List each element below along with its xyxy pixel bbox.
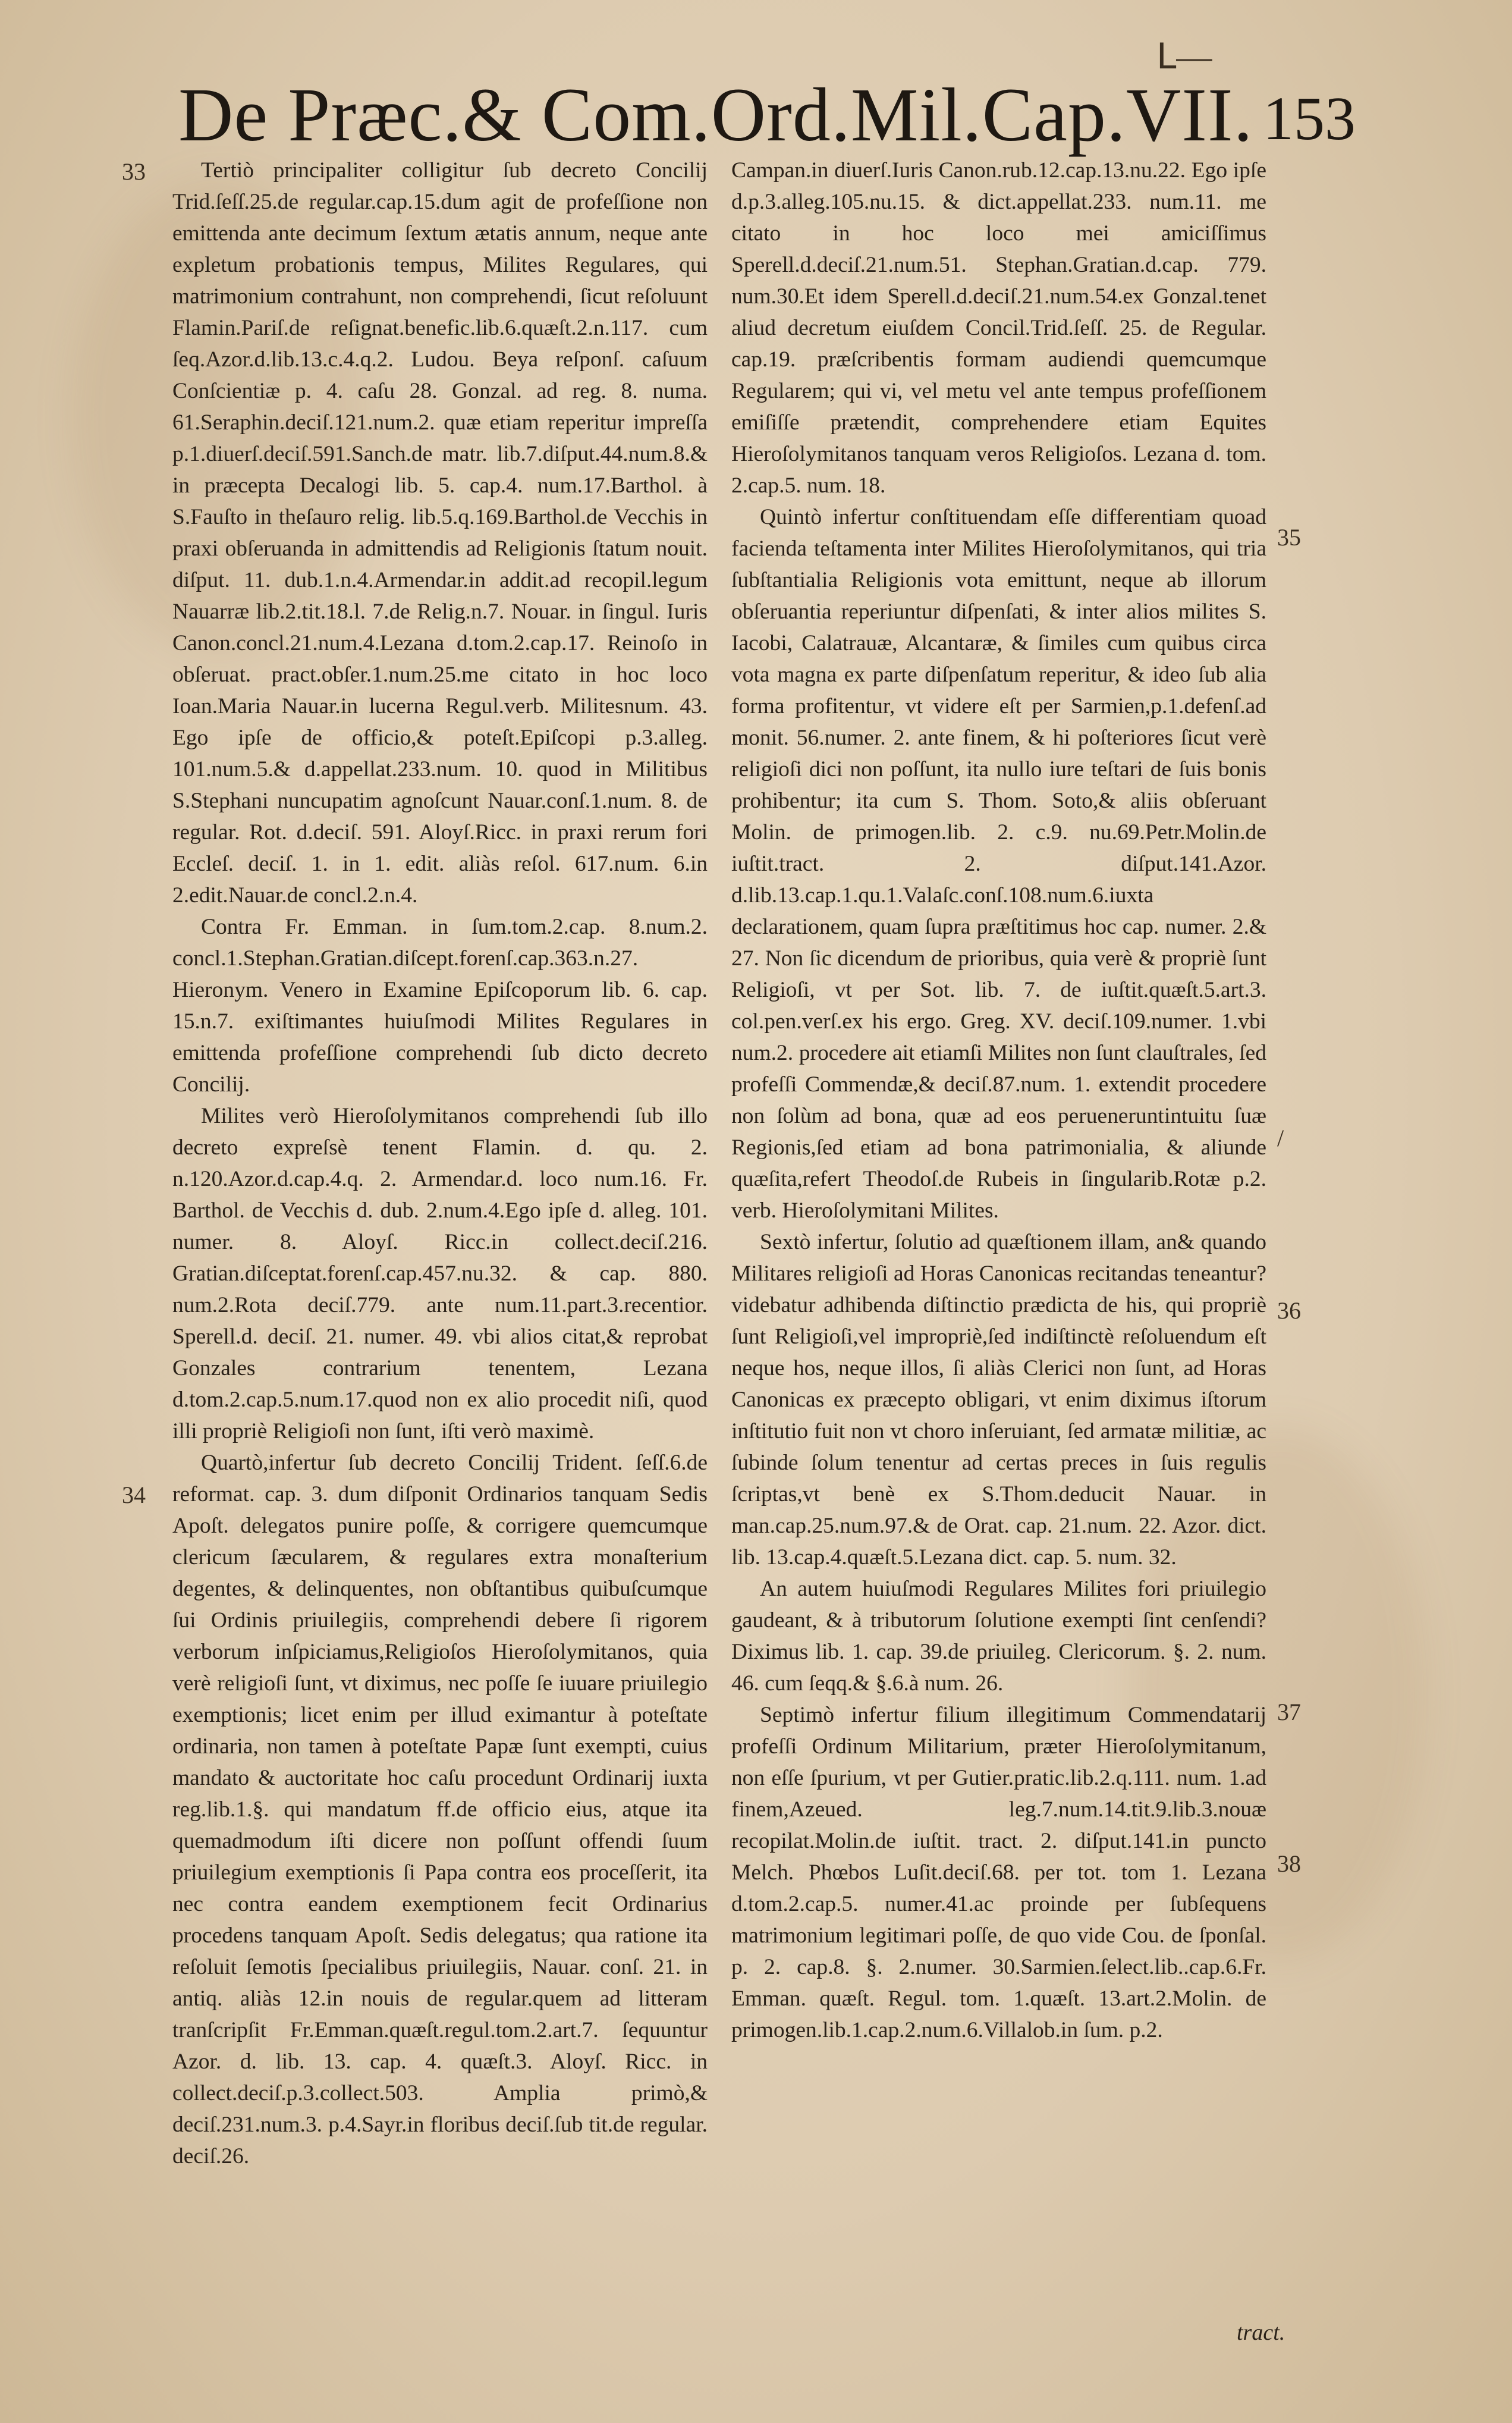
paragraph-34: Quartò,infertur ſub decreto Concilij Trident. ſeſſ.6.de reformat. cap. 3. dum diſponit Ordinarios tanquam Sedis Apoſt. delegatos punire poſſe, & corrigere quemcumque clericum ſæcularem, & regulares extra monaſterium degentes, & delinquentes, non obſtantibus quibuſcumque ſui Ordinis priuilegiis, comprehendi debere ſi rigorem verborum inſpiciamus,Religioſos Hieroſolymitanos, quia verè religioſi ſunt, vt diximus, nec poſſe ſe iuuare priuilegio exemptionis; licet enim per illud eximantur à poteſtate ordinaria, non tamen à poteſtate Papæ ſunt exempti, cuius mandato & auctoritate hoc caſu procedunt Ordinarij iuxta reg.lib.1.§. qui mandatum ff.de officio eius, atque ita quemadmodum iſti dicere non poſſunt offendi ſuum priuilegium exemptionis ſi Papa contra eos proceſſerit, ita nec contra eandem exemptionem fecit Ordinarius procedens tanquam Apoſt. Sedis delegatus; qua ratione ita reſoluit ſemotis ſpecialibus priuilegiis, Nauar. conſ. 21. in antiq. aliàs 12.in nouis de regular.quem ad litteram tranſcripſit Fr.Emman.quæſt.regul.tom.2.art.7. ſequuntur Azor. d. lib. 13. cap. 4. quæſt.3. Aloyſ. Ricc. in collect.deciſ.p.3.collect.503. Amplia primò,& deciſ.231.num.3. p.4.Sayr.in floribus deciſ.ſub tit.de regular. deciſ.26.	[172, 1451, 708, 2168]
paragraph-contra: Contra Fr. Emman. in ſum.tom.2.cap. 8.num.2. concl.1.Stephan.Gratian.diſcept.forenſ.cap.363.n.27. Hieronym. Venero in Examine Epiſcoporum lib. 6. cap. 15.n.7. exiſtimantes huiuſmodi Milites Regulares in emittenda profeſſione comprehendi ſub dicto decreto Concilij.	[172, 915, 708, 1097]
marginal-number-34: 34	[122, 1482, 146, 1508]
marginal-number-37: 37	[1277, 1699, 1301, 1725]
marginal-number-38: 38	[1277, 1850, 1301, 1877]
paragraph-36: Sextò infertur, ſolutio ad quæſtionem illam, an& quando Militares religioſi ad Horas Canonicas recitandas teneantur? videbatur adhibenda diſtinctio prædicta de his, qui propriè ſunt Religioſi,vel impropriè,ſed indiſtinctè reſoluendum eſt neque hos, neque illos, ſi aliàs Clerici non ſunt, ad Horas Canonicas ex præcepto obligari, vt enim diximus iſtorum inſtitutio fuit non vt choro inſeruiant, ſed armatæ militiæ, ac ſubinde ſolum tenentur ad certas preces in ſuis regulis ſcriptas,vt benè ex S.Thom.deducit Nauar. in man.cap.25.num.97.& de Orat. cap. 21.num. 22. Azor. dict. lib. 13.cap.4.quæſt.5.Lezana dict. cap. 5. num. 32.	[731, 1230, 1266, 1570]
paragraph-milites: Milites verò Hieroſolymitanos comprehendi ſub illo decreto expreſsè tenent Flamin. d. qu. 2. n.120.Azor.d.cap.4.q. 2. Armendar.d. loco num.16. Fr. Barthol. de Vecchis d. dub. 2.num.4.Ego ipſe d. alleg. 101. numer. 8. Aloyſ. Ricc.in collect.deciſ.216. Gratian.diſceptat.forenſ.cap.457.nu.32. & cap. 880. num.2.Rota deciſ.779. ante num.11.part.3.recentior. Sperell.d. deciſ. 21. numer. 49. vbi alios citat,& reprobat Gonzales contrarium tenentem, Lezana d.tom.2.cap.5.num.17.quod non ex alio procedit niſi, quod illi propriè Religioſi non ſunt, iſti verò maximè.	[172, 1104, 708, 1443]
left-column	[172, 155, 708, 2172]
right-column	[731, 155, 1266, 2046]
page-header	[166, 65, 1356, 167]
paragraph-35: Quintò infertur conſtituendam eſſe differentiam quoad facienda teſtamenta inter Milites Hieroſolymitanos, qui tria ſubſtantialia Religionis vota emittunt, neque ab illorum obſeruantia reperiuntur diſpenſati, & inter alios milites S. Iacobi, Calatrauæ, Alcantaræ, & ſimiles cum quibus circa vota magna ex parte diſpenſatum reperitur, & ideo ſub alia forma profitentur, vt videre eſt per Sarmien,p.1.defenſ.ad monit. 56.numer. 2. ante finem, & hi poſteriores ſicut verè religioſi dici non poſſunt, ita nullo iure teſtari de ſuis bonis prohibentur; ita cum S. Thom. Soto,& aliis obſeruant Molin. de primogen.lib. 2. c.9. nu.69.Petr.Molin.de iuſtit.tract. 2. diſput.141.Azor. d.lib.13.cap.1.qu.1.Valaſc.conſ.108.num.6.iuxta declarationem, quam ſupra præſtitimus hoc cap. numer. 2.& 27. Non ſic dicendum de prioribus, quia verè & propriè ſunt Religioſi, vt per Sot. lib. 7. de iuſtit.quæſt.5.art.3. col.pen.verſ.ex his ergo. Greg. XV. deciſ.109.numer. 1.vbi num.2. procedere ait etiamſi Milites non ſunt clauſtrales, ſed profeſſi Commendæ,& deciſ.87.num. 1. extendit procedere non ſolùm ad bona, quæ ad eos perueneruntintuitu ſuæ Regionis,ſed etiam ad bona patrimonialia, & aliunde quæſita,refert Theodoſ.de Rubeis in ſingularib.Rotæ p.2. verb. Hieroſolymitani Milites.	[731, 505, 1266, 1223]
page-number: 153	[1263, 84, 1356, 153]
marginal-number-35: 35	[1277, 524, 1301, 551]
top-pencil-mark: ᒪ—	[1156, 37, 1212, 76]
running-head: De Præc.& Com.Ord.Mil.Cap.VII.	[178, 73, 1253, 157]
paragraph-33: Tertiò principaliter colligitur ſub decreto Concilij Trid.ſeſſ.25.de regular.cap.15.dum agit de profeſſione non emittenda ante decimum ſextum ætatis annum, neque ante expletum probationis tempus, Milites Regulares, qui matrimonium contrahunt, non comprehendi, ſicut reſoluunt Flamin.Pariſ.de reſignat.benefic.lib.6.quæſt.2.n.117. cum ſeq.Azor.d.lib.13.c.4.q.2. Ludou. Beya reſponſ. caſuum Conſcientiæ p. 4. caſu 28. Gonzal. ad reg. 8. numa. 61.Seraphin.deciſ.121.num.2. quæ etiam reperitur impreſſa p.1.diuerſ.deciſ.591.Sanch.de matr. lib.7.diſput.44.num.8.& in præcepta Decalogi lib. 5. cap.4. num.17.Barthol. à S.Fauſto in theſauro relig. lib.5.q.169.Barthol.de Vecchis in praxi obſeruanda in admittendis ad Religionis ſtatum nouit. diſput. 11. dub.1.n.4.Armendar.in addit.ad recopil.legum Nauarræ lib.2.tit.18.l. 7.de Relig.n.7. Nouar. in ſingul. Iuris Canon.concl.21.num.4.Lezana d.tom.2.cap.17. Reinoſo in obſeruat. pract.obſer.1.num.25.me citato in hoc loco Ioan.Maria Nauar.in lucerna Regul.verb. Militesnum. 43. Ego ipſe de officio,& poteſt.Epiſcopi p.3.alleg. 101.num.5.& d.appellat.233.num. 10. quod in Militibus S.Stephani nuncupatim agnoſcunt Nauar.conſ.1.num. 8. de regular. Rot. d.deciſ. 591. Aloyſ.Ricc. in praxi rerum fori Eccleſ. deciſ. 1. in 1. edit. aliàs reſol. 617.num. 6.in 2.edit.Nauar.de concl.2.n.4.	[172, 158, 708, 908]
paragraph-continued: Campan.in diuerſ.Iuris Canon.rub.12.cap.13.nu.22. Ego ipſe d.p.3.alleg.105.nu.15. & dict.appellat.233. num.11. me citato in hoc loco mei amiciſſimus Sperell.d.deciſ.21.num.51. Stephan.Gratian.d.cap. 779. num.30.Et idem Sperell.d.deciſ.21.num.54.ex Gonzal.tenet aliud decretum eiuſdem Concil.Trid.ſeſſ. 25. de Regular. cap.19. præſcribentis formam audiendi quemcumque Regularem; qui vi, vel metu vel ante tempus profeſſionem emiſiſſe prætendit, comprehendere etiam Equites Hieroſolymitanos tanquam veros Religioſos. Lezana d. tom. 2.cap.5. num. 18.	[731, 158, 1266, 498]
paragraph-38: Septimò infertur filium illegitimum Commendatarij profeſſi Ordinum Militarium, præter Hieroſolymitanum, non eſſe ſpurium, vt per Gutier.pratic.lib.2.q.111. num. 1.ad finem,Azeued. leg.7.num.14.tit.9.lib.3.nouæ recopilat.Molin.de iuſtit. tract. 2. diſput.141.in puncto Melch. Phœbos Luſit.deciſ.68. per tot. tom 1. Lezana d.tom.2.cap.5. numer.41.ac proinde per ſubſequens matrimonium legitimari poſſe, de quo vide Cou. de ſponſal. p. 2. cap.8. §. 2.numer. 30.Sarmien.ſelect.lib..cap.6.Fr. Emman. quæſt. Regul. tom. 1.quæſt. 13.art.2.Molin. de primogen.lib.1.cap.2.num.6.Villalob.in ſum. p.2.	[731, 1703, 1266, 2042]
marginal-number-36: 36	[1277, 1297, 1301, 1324]
catchword: tract.	[1237, 2320, 1285, 2345]
paragraph-37: An autem huiuſmodi Regulares Milites fori priuilegio gaudeant, & à tributorum ſolutione exempti ſint cenſendi? Diximus lib. 1. cap. 39.de priuileg. Clericorum. §. 2. num. 46. cum ſeqq.& §.6.à num. 26.	[731, 1577, 1266, 1696]
marginal-number-33: 33	[122, 158, 146, 185]
marginal-slash-mark: /	[1277, 1125, 1284, 1151]
